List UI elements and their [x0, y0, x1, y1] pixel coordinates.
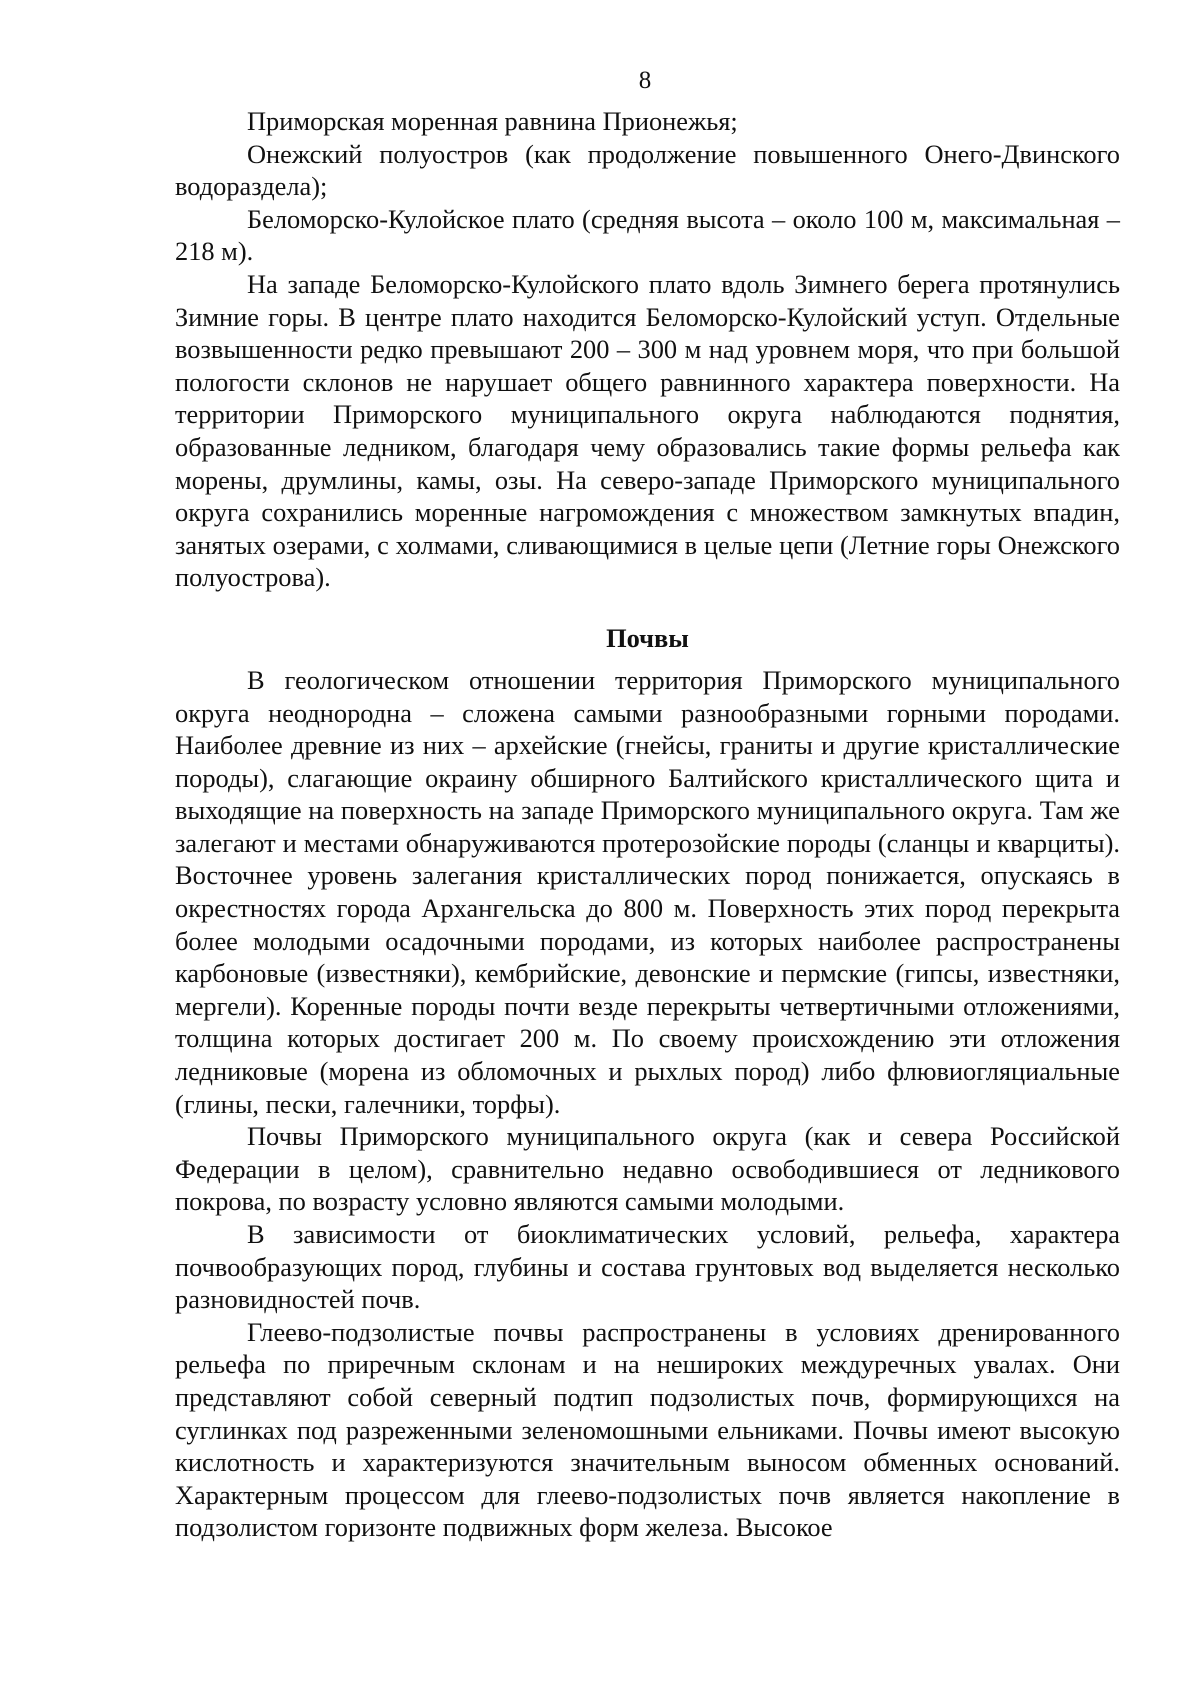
paragraph: Почвы Приморского муниципального округа (как и севера Российской Федерации в целом), сравнительно недавно освободившиеся от ледникового покрова, по возрасту условно являются самыми молодыми. — [175, 1121, 1120, 1217]
page-number: 8 — [638, 67, 652, 94]
paragraph: В геологическом отношении территория Приморского муниципального округа неоднородна – сложена самыми разнообразными горными породами. Наиболее древние из них – архейские (гнейсы, граниты и другие кристаллические породы), слагающие окраину обширного Балтийского кристаллического щита и выходящие на поверхность на западе Приморского муниципального округа. Там же залегают и местами обнаруживаются протерозойские породы (сланцы и кварциты). Восточнее уровень залегания кристаллических пород понижается, опускаясь в окрестностях города Архангельска до 800 м. Поверхность этих пород перекрыта более молодыми осадочными породами, из которых наиболее распространены карбоновые (известняки), кембрийские, девонские и пермские (гипсы, известняки, мергели). Коренные породы почти везде перекрыты четвертичными отложениями, толщина которых достигает 200 м. По своему происхождению эти отложения ледниковые (морена из обломочных и рыхлых пород) либо флювиогляциальные (глины, пески, галечники, торфы). — [175, 664, 1120, 1119]
paragraph: Беломорско-Кулойское плато (средняя высота – около 100 м, максимальная – 218 м). — [175, 203, 1120, 267]
paragraph: На западе Беломорско-Кулойского плато вдоль Зимнего берега протянулись Зимние горы. В центре плато находится Беломорско-Кулойский уступ. Отдельные возвышенности редко превышают 200 – 300 м над уровнем моря, что при большой пологости склонов не нарушает общего равнинного характера поверхности. На территории Приморского муниципального округа наблюдаются поднятия, образованные ледником, благодаря чему образовались такие формы рельефа как морены, друмлины, камы, озы. На северо-западе Приморского муниципального округа сохранились моренные нагромождения с множеством замкнутых впадин, занятых озерами, с холмами, сливающимися в целые цепи (Летние горы Онежского полуострова). — [175, 268, 1120, 593]
paragraph: Онежский полуостров (как продолжение повышенного Онего-Двинского водораздела); — [175, 138, 1120, 202]
paragraph: Глеево-подзолистые почвы распространены в условиях дренированного рельефа по приречным склонам и на неширoких междуречных увалах. Они представляют собой северный подтип подзолистых почв, формирующихся на суглинках под разреженными зеленомошными ельниками. Почвы имеют высокую кислотность и характеризуются значительным выносом обменных оснований. Характерным процессом для глеево-подзолистых почв является накопление в подзолистом горизонте подвижных форм железа. Высокое — [175, 1316, 1120, 1543]
paragraph: В зависимости от биоклиматических условий, рельефа, характера почвообразующих пород, глубины и состава грунтовых вод выделяется несколько разновидностей почв. — [175, 1219, 1120, 1315]
page-content — [175, 105, 1120, 1544]
paragraph: Приморская моренная равнина Прионежья; — [247, 106, 738, 136]
section-heading: Почвы — [606, 622, 689, 653]
